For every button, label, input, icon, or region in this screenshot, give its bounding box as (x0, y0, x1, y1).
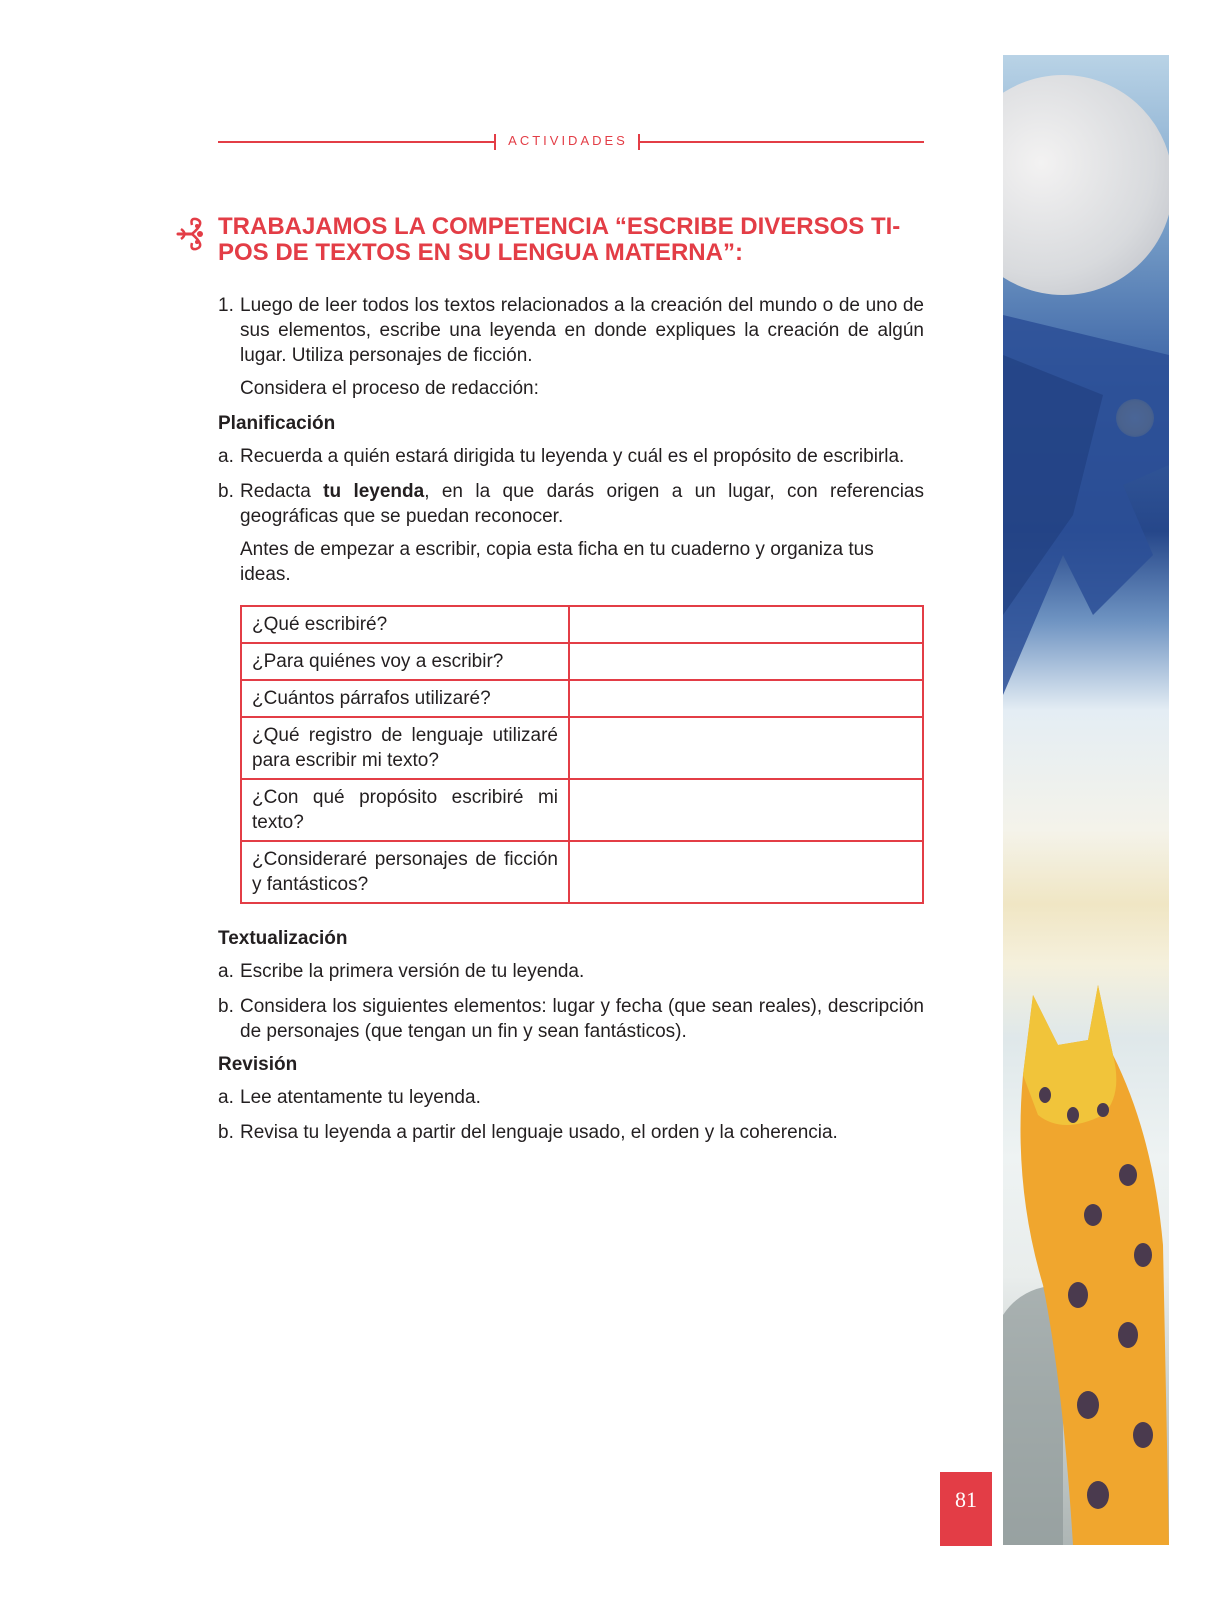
planificacion-item-a (218, 444, 924, 469)
table-question: ¿Consideraré personajes de ficción y fantásticos? (241, 841, 569, 903)
table-question: ¿Cuántos párrafos utilizaré? (241, 680, 569, 717)
table-row (241, 717, 923, 779)
mountain-illustration (1003, 315, 1169, 695)
activity-item (218, 293, 924, 368)
item-text-bold: tu leyenda (323, 481, 425, 502)
ficha-note: Antes de empezar a escribir, copia esta ficha en tu cuaderno y organiza tus ideas. (240, 539, 874, 585)
textualizacion-item-b (218, 994, 924, 1044)
planificacion-item-b (218, 479, 924, 529)
table-question: ¿Qué escribiré? (241, 606, 569, 643)
moon-illustration (1003, 75, 1169, 295)
side-illustration (1003, 55, 1169, 1545)
table-row (241, 779, 923, 841)
revision-title: Revisión (218, 1054, 298, 1075)
table-question: ¿Para quiénes voy a escribir? (241, 643, 569, 680)
table-row (241, 841, 923, 903)
process-note: Considera el proceso de redacción: (240, 378, 539, 399)
table-question: ¿Qué registro de lenguaje utilizaré para escribir mi texto? (241, 717, 569, 779)
item-text (240, 479, 924, 529)
fleuron-icon (176, 216, 212, 252)
planning-table (240, 605, 924, 904)
header-rule-right (638, 141, 924, 143)
textualizacion-item-a (218, 959, 924, 984)
activity-number: 1. (218, 295, 234, 316)
table-row (241, 606, 923, 643)
item-text-before: Redacta (240, 481, 324, 502)
item-marker: a. (218, 1087, 234, 1108)
page-number: 81 (940, 1472, 992, 1546)
item-text: Lee atentamente tu leyenda. (240, 1087, 481, 1108)
revision-item-b (218, 1120, 924, 1145)
table-answer (569, 606, 923, 643)
item-marker: b. (218, 1122, 234, 1143)
table-row (241, 643, 923, 680)
header-rule-left (218, 141, 496, 143)
table-answer (569, 643, 923, 680)
textualizacion-title: Textualización (218, 928, 348, 949)
item-text: Revisa tu leyenda a partir del lenguaje usado, el orden y la coherencia. (240, 1122, 838, 1143)
page-title: TRABAJAMOS LA COMPETENCIA “ESCRIBE DIVERSOS TI-POS DE TEXTOS EN SU LENGUA MATERNA”: (218, 213, 901, 266)
item-text: Escribe la primera versión de tu leyenda. (240, 961, 585, 982)
item-marker: a. (218, 961, 234, 982)
revision-item-a (218, 1085, 924, 1110)
item-text: Considera los siguientes elementos: lugar y fecha (que sean reales), descripción de personajes (que tengan un fin y sean fantásticos). (240, 996, 924, 1042)
table-row (241, 680, 923, 717)
table-answer (569, 717, 923, 779)
item-text-after: , en la que darás origen a un lugar, con referencias geográficas que se puedan reconocer. (240, 481, 924, 527)
planificacion-title: Planificación (218, 413, 336, 434)
header-tick-left (494, 134, 496, 150)
item-marker: a. (218, 446, 234, 467)
item-marker: b. (218, 996, 234, 1017)
table-answer (569, 779, 923, 841)
table-question: ¿Con qué propósito escribiré mi texto? (241, 779, 569, 841)
activity-content (218, 293, 924, 1145)
jaguar-illustration (1003, 985, 1169, 1545)
activity-text: Luego de leer todos los textos relacionados a la creación del mundo o de uno de sus elementos, escribe una leyenda en donde expliques la creación de algún lugar. Utiliza personajes de ficción. (240, 295, 924, 366)
section-header-label: ACTIVIDADES (508, 133, 628, 148)
table-answer (569, 680, 923, 717)
item-marker: b. (218, 481, 234, 502)
item-text: Recuerda a quién estará dirigida tu leyenda y cuál es el propósito de escribirla. (240, 446, 905, 467)
table-answer (569, 841, 923, 903)
